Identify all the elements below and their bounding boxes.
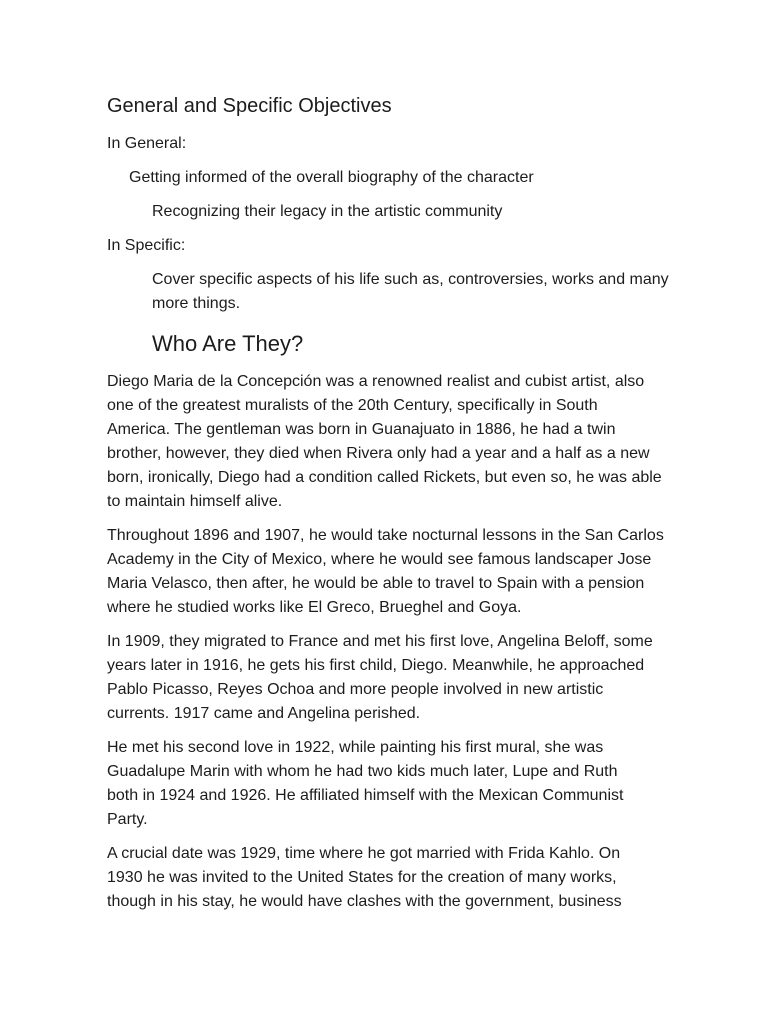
paragraph-line: where he studied works like El Greco, Brueghel and Goya. <box>107 599 522 616</box>
paragraph-line: America. The gentleman was born in Guanajuato in 1886, he had a twin <box>107 421 616 438</box>
document-title: General and Specific Objectives <box>107 95 392 117</box>
paragraph-line: In 1909, they migrated to France and met his first love, Angelina Beloff, some <box>107 633 653 650</box>
specific-objective-line: more things. <box>152 295 241 312</box>
specific-objective-line: Cover specific aspects of his life such as, controversies, works and many <box>152 271 669 288</box>
general-objective-item: Recognizing their legacy in the artistic community <box>152 203 503 220</box>
paragraph-line: to maintain himself alive. <box>107 493 283 510</box>
paragraph-line: one of the greatest muralists of the 20th Century, specifically in South <box>107 397 598 414</box>
paragraph-line: Academy in the City of Mexico, where he would see famous landscaper Jose <box>107 551 652 568</box>
paragraph-line: He met his second love in 1922, while painting his first mural, she was <box>107 739 604 756</box>
paragraph-line: Guadalupe Marin with whom he had two kids much later, Lupe and Ruth <box>107 763 618 780</box>
paragraph-5 <box>107 842 747 914</box>
paragraph-line: years later in 1916, he gets his first child, Diego. Meanwhile, he approached <box>107 657 645 674</box>
paragraph-line: 1930 he was invited to the United States for the creation of many works, <box>107 869 617 886</box>
general-objective-item: Getting informed of the overall biography of the character <box>129 169 534 186</box>
section-heading: Who Are They? <box>152 331 304 356</box>
paragraph-line: Diego Maria de la Concepción was a renowned realist and cubist artist, also <box>107 373 645 390</box>
paragraph-line: A crucial date was 1929, time where he got married with Frida Kahlo. On <box>107 845 621 862</box>
document-body <box>107 94 747 914</box>
paragraph-line: Throughout 1896 and 1907, he would take nocturnal lessons in the San Carlos <box>107 527 664 544</box>
paragraph-line: though in his stay, he would have clashes with the government, business <box>107 893 622 910</box>
paragraph-3 <box>107 630 747 726</box>
paragraph-line: currents. 1917 came and Angelina perished. <box>107 705 421 722</box>
paragraph-line: both in 1924 and 1926. He affiliated himself with the Mexican Communist <box>107 787 624 804</box>
paragraph-line: Maria Velasco, then after, he would be able to travel to Spain with a pension <box>107 575 645 592</box>
paragraph-line: Pablo Picasso, Reyes Ochoa and more people involved in new artistic <box>107 681 604 698</box>
specific-objective-item <box>107 268 747 316</box>
general-objectives-label: In General: <box>107 135 187 152</box>
paragraph-4 <box>107 736 747 832</box>
paragraph-line: born, ironically, Diego had a condition called Rickets, but even so, he was able <box>107 469 662 486</box>
paragraph-line: Party. <box>107 811 148 828</box>
paragraph-line: brother, however, they died when Rivera only had a year and a half as a new <box>107 445 650 462</box>
paragraph-1 <box>107 370 747 514</box>
specific-objectives-label: In Specific: <box>107 237 186 254</box>
paragraph-2 <box>107 524 747 620</box>
